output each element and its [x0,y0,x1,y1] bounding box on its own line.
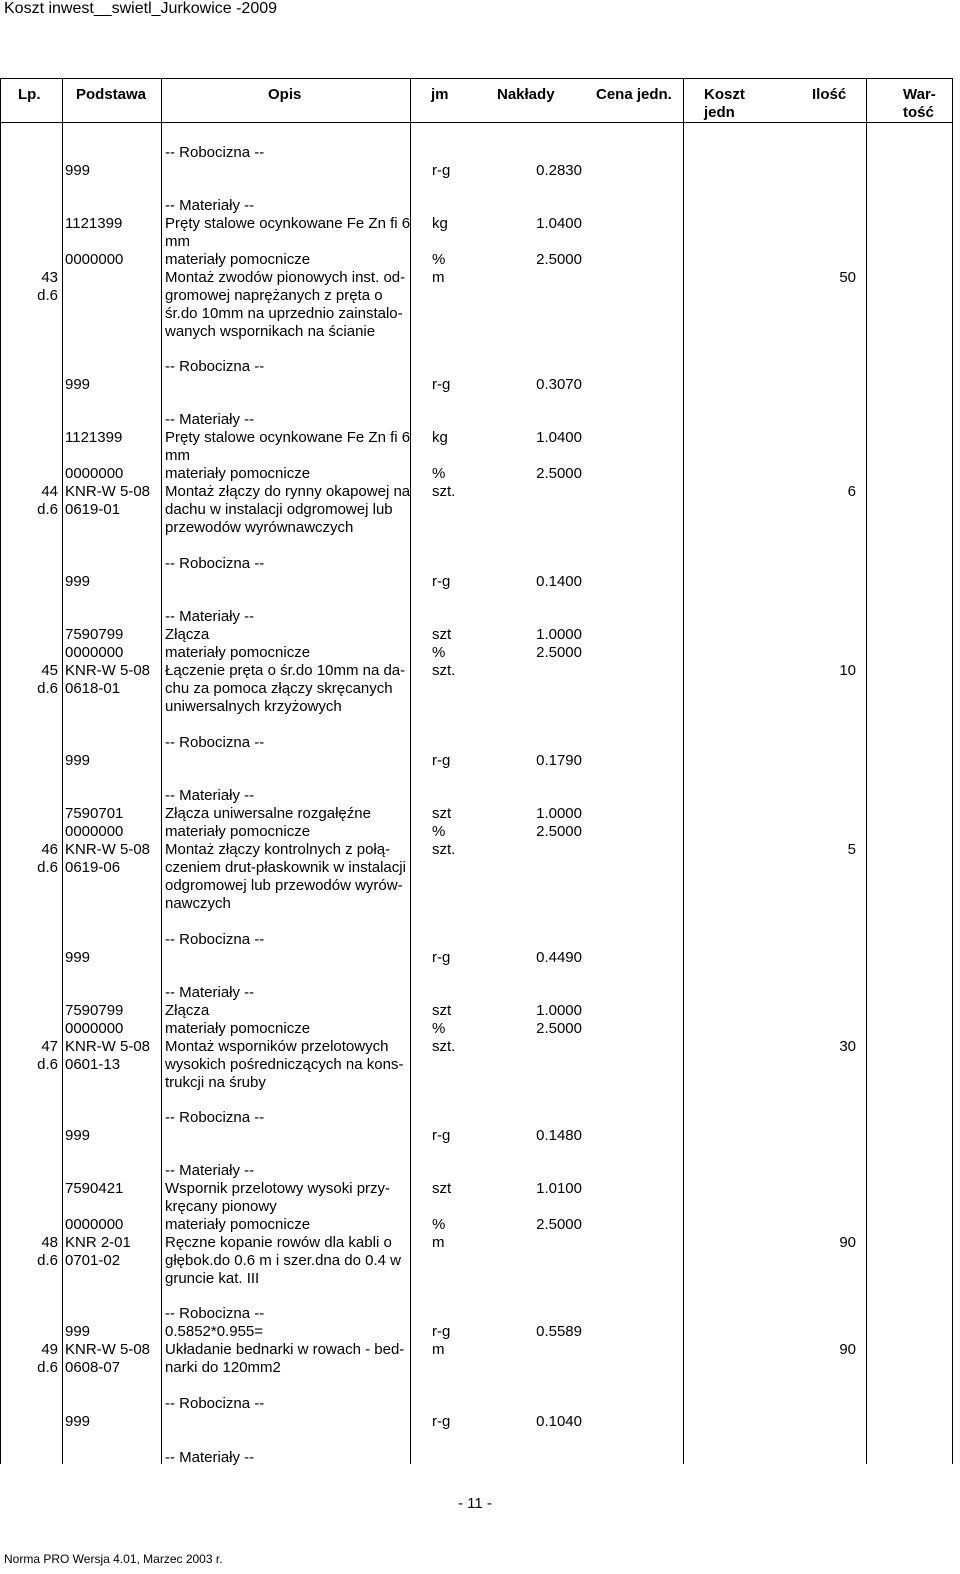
resource-description: Złącza uniwersalne rozgałęźne [165,805,371,822]
resource-code: 0000000 [65,823,124,840]
header-koszt: Koszt [704,86,745,103]
position-quantity: 90 [839,1234,856,1251]
position-unit: m [432,1234,445,1251]
position-description-line: Montaż zwodów pionowych inst. od- [165,269,406,286]
resource-unit: r-g [432,573,451,590]
resource-description: Złącza [165,626,210,643]
resource-code: 7590701 [65,805,124,822]
position-description-line: wanych wspornikach na ścianie [165,323,376,340]
resource-norm: 0.5589 [536,1323,582,1340]
resource-code: 7590799 [65,626,124,643]
resource-norm: 1.0400 [536,429,582,446]
position-description-line: uniwersalnych krzyżowych [165,698,342,715]
position-catalog-code: KNR-W 5-08 [65,483,151,500]
header-naklady: Nakłady [497,86,555,103]
position-subnumber: d.6 [37,501,58,518]
resource-unit: % [432,823,446,840]
resource-norm: 2.5000 [536,251,582,268]
resource-description: -- Robocizna -- [165,1305,265,1322]
resource-description: -- Robocizna -- [165,555,265,572]
position-unit: m [432,1341,445,1358]
resource-description: -- Materiały -- [165,1449,255,1466]
position-catalog-table: 0618-01 [65,680,121,697]
resource-norm: 0.3070 [536,376,582,393]
resource-code: 0000000 [65,1020,124,1037]
resource-description: materiały pomocnicze [165,251,311,268]
resource-unit: szt [432,1180,452,1197]
resource-unit: % [432,644,446,661]
resource-description: kręcany pionowy [165,1198,277,1215]
position-catalog-code: KNR 2-01 [65,1234,131,1251]
header-wartosc: War- [903,86,936,103]
resource-description: -- Materiały -- [165,411,255,428]
page-number: - 11 - [458,1495,492,1512]
position-quantity: 5 [847,841,856,858]
resource-code: 0000000 [65,1216,124,1233]
resource-norm: 0.1480 [536,1127,582,1144]
resource-code: 999 [65,573,91,590]
resource-description: -- Materiały -- [165,787,255,804]
resource-description: Wspornik przelotowy wysoki przy- [165,1180,391,1197]
position-description-line: Montaż złączy kontrolnych z połą- [165,841,391,858]
position-catalog-table: 0701-02 [65,1252,121,1269]
position-description-line: Montaż wsporników przelotowych [165,1038,389,1055]
resource-code: 999 [65,1127,91,1144]
position-number: 49 [41,1341,58,1358]
position-unit: szt. [432,483,456,500]
position-description-line: narki do 120mm2 [165,1359,281,1376]
position-quantity: 6 [847,483,856,500]
resource-code: 0000000 [65,644,124,661]
position-unit: szt. [432,662,456,679]
position-quantity: 10 [839,662,856,679]
resource-norm: 0.1790 [536,752,582,769]
resource-norm: 1.0000 [536,805,582,822]
position-catalog-table: 0601-13 [65,1056,121,1073]
position-description-line: Ręczne kopanie rowów dla kabli o [165,1234,392,1251]
resource-description: Pręty stalowe ocynkowane Fe Zn fi 6 [165,215,411,232]
resource-description: -- Robocizna -- [165,358,265,375]
resource-unit: r-g [432,949,451,966]
header-lp: Lp. [18,86,41,103]
footer-note: Norma PRO Wersja 4.01, Marzec 2003 r. [4,1552,223,1566]
header-wartosc-2: tość [903,104,934,121]
resource-description: mm [165,233,190,250]
resource-norm: 0.1400 [536,573,582,590]
resource-description: materiały pomocnicze [165,1216,311,1233]
resource-unit: szt [432,805,452,822]
resource-description: -- Robocizna -- [165,734,265,751]
position-number: 46 [41,841,58,858]
position-number: 45 [41,662,58,679]
resource-unit: % [432,465,446,482]
position-description-line: śr.do 10mm na uprzednio zainstalo- [165,305,403,322]
resource-norm: 1.0100 [536,1180,582,1197]
resource-description: -- Materiały -- [165,984,255,1001]
position-unit: m [432,269,445,286]
resource-code: 1121399 [65,215,123,232]
resource-code: 999 [65,162,91,179]
position-number: 47 [41,1038,58,1055]
resource-norm: 2.5000 [536,465,582,482]
position-catalog-table: 0619-06 [65,859,121,876]
resource-description: materiały pomocnicze [165,823,311,840]
resource-description: materiały pomocnicze [165,465,311,482]
resource-norm: 1.0000 [536,1002,582,1019]
resource-description: materiały pomocnicze [165,1020,311,1037]
position-description-line: chu za pomoca złączy skręcanych [165,680,393,697]
resource-description: Złącza [165,1002,210,1019]
position-subnumber: d.6 [37,1359,58,1376]
resource-norm: 2.5000 [536,1020,582,1037]
resource-norm: 2.5000 [536,823,582,840]
position-description-line: Układanie bednarki w rowach - bed- [165,1341,405,1358]
resource-description: materiały pomocnicze [165,644,311,661]
position-subnumber: d.6 [37,859,58,876]
resource-description: -- Robocizna -- [165,931,265,948]
resource-norm: 0.1040 [536,1413,582,1430]
position-description-line: trukcji na śruby [165,1074,266,1091]
resource-unit: r-g [432,752,451,769]
position-subnumber: d.6 [37,1056,58,1073]
resource-description: -- Robocizna -- [165,144,265,161]
resource-unit: r-g [432,376,451,393]
resource-code: 999 [65,752,91,769]
resource-description: -- Materiały -- [165,1162,255,1179]
header-koszt-2: jedn [704,104,735,121]
header-cena: Cena jedn. [596,86,672,103]
position-description-line: głębok.do 0.6 m i szer.dna do 0.4 w [165,1252,401,1269]
resource-unit: r-g [432,1323,451,1340]
resource-description: -- Robocizna -- [165,1109,265,1126]
position-unit: szt. [432,1038,456,1055]
position-catalog-table: 0619-01 [65,501,121,518]
resource-norm: 2.5000 [536,1216,582,1233]
position-subnumber: d.6 [37,680,58,697]
resource-description: Pręty stalowe ocynkowane Fe Zn fi 6 [165,429,411,446]
position-description-line: Łączenie pręta o śr.do 10mm na da- [165,662,406,679]
position-description-line: gromowej naprężanych z pręta o [165,287,383,304]
header-podstawa: Podstawa [76,86,147,103]
resource-code: 999 [65,376,91,393]
resource-unit: r-g [432,1413,451,1430]
position-catalog-table: 0608-07 [65,1359,121,1376]
position-unit: szt. [432,841,456,858]
position-description-line: odgromowej lub przewodów wyrów- [165,877,403,894]
position-catalog-code: KNR-W 5-08 [65,1038,151,1055]
resource-unit: r-g [432,1127,451,1144]
position-number: 48 [41,1234,58,1251]
position-subnumber: d.6 [37,287,58,304]
resource-description: 0.5852*0.955= [165,1323,264,1340]
resource-description: mm [165,447,190,464]
position-subnumber: d.6 [37,1252,58,1269]
resource-code: 999 [65,949,91,966]
resource-norm: 2.5000 [536,644,582,661]
resource-unit: r-g [432,162,451,179]
position-quantity: 50 [839,269,856,286]
resource-code: 7590421 [65,1180,124,1197]
resource-norm: 0.2830 [536,162,582,179]
position-description-line: przewodów wyrównawczych [165,519,354,536]
resource-code: 7590799 [65,1002,124,1019]
position-number: 44 [41,483,58,500]
resource-code: 999 [65,1413,91,1430]
resource-unit: % [432,1216,446,1233]
resource-code: 999 [65,1323,91,1340]
resource-code: 0000000 [65,465,124,482]
resource-description: -- Materiały -- [165,197,255,214]
resource-code: 1121399 [65,429,123,446]
resource-unit: % [432,251,446,268]
position-catalog-code: KNR-W 5-08 [65,1341,151,1358]
resource-code: 0000000 [65,251,124,268]
header-ilosc: Ilość [812,86,847,103]
position-description-line: nawczych [165,895,231,912]
position-catalog-code: KNR-W 5-08 [65,841,151,858]
position-quantity: 30 [839,1038,856,1055]
resource-unit: kg [432,215,448,232]
header-jm: jm [431,86,449,103]
resource-unit: szt [432,626,452,643]
position-description-line: czeniem drut-płaskownik w instalacji [165,859,406,876]
resource-norm: 1.0000 [536,626,582,643]
position-quantity: 90 [839,1341,856,1358]
resource-description: -- Robocizna -- [165,1395,265,1412]
resource-norm: 0.4490 [536,949,582,966]
resource-unit: szt [432,1002,452,1019]
resource-description: -- Materiały -- [165,608,255,625]
position-number: 43 [41,269,58,286]
resource-unit: % [432,1020,446,1037]
position-description-line: gruncie kat. III [165,1270,260,1287]
resource-unit: kg [432,429,448,446]
header-opis: Opis [268,86,302,103]
position-catalog-code: KNR-W 5-08 [65,662,151,679]
position-description-line: Montaż złączy do rynny okapowej na [165,483,411,500]
position-description-line: wysokich pośredniczących na kons- [165,1056,404,1073]
resource-norm: 1.0400 [536,215,582,232]
position-description-line: dachu w instalacji odgromowej lub [165,501,393,518]
document-title: Koszt inwest__swietl_Jurkowice -2009 [4,0,278,17]
